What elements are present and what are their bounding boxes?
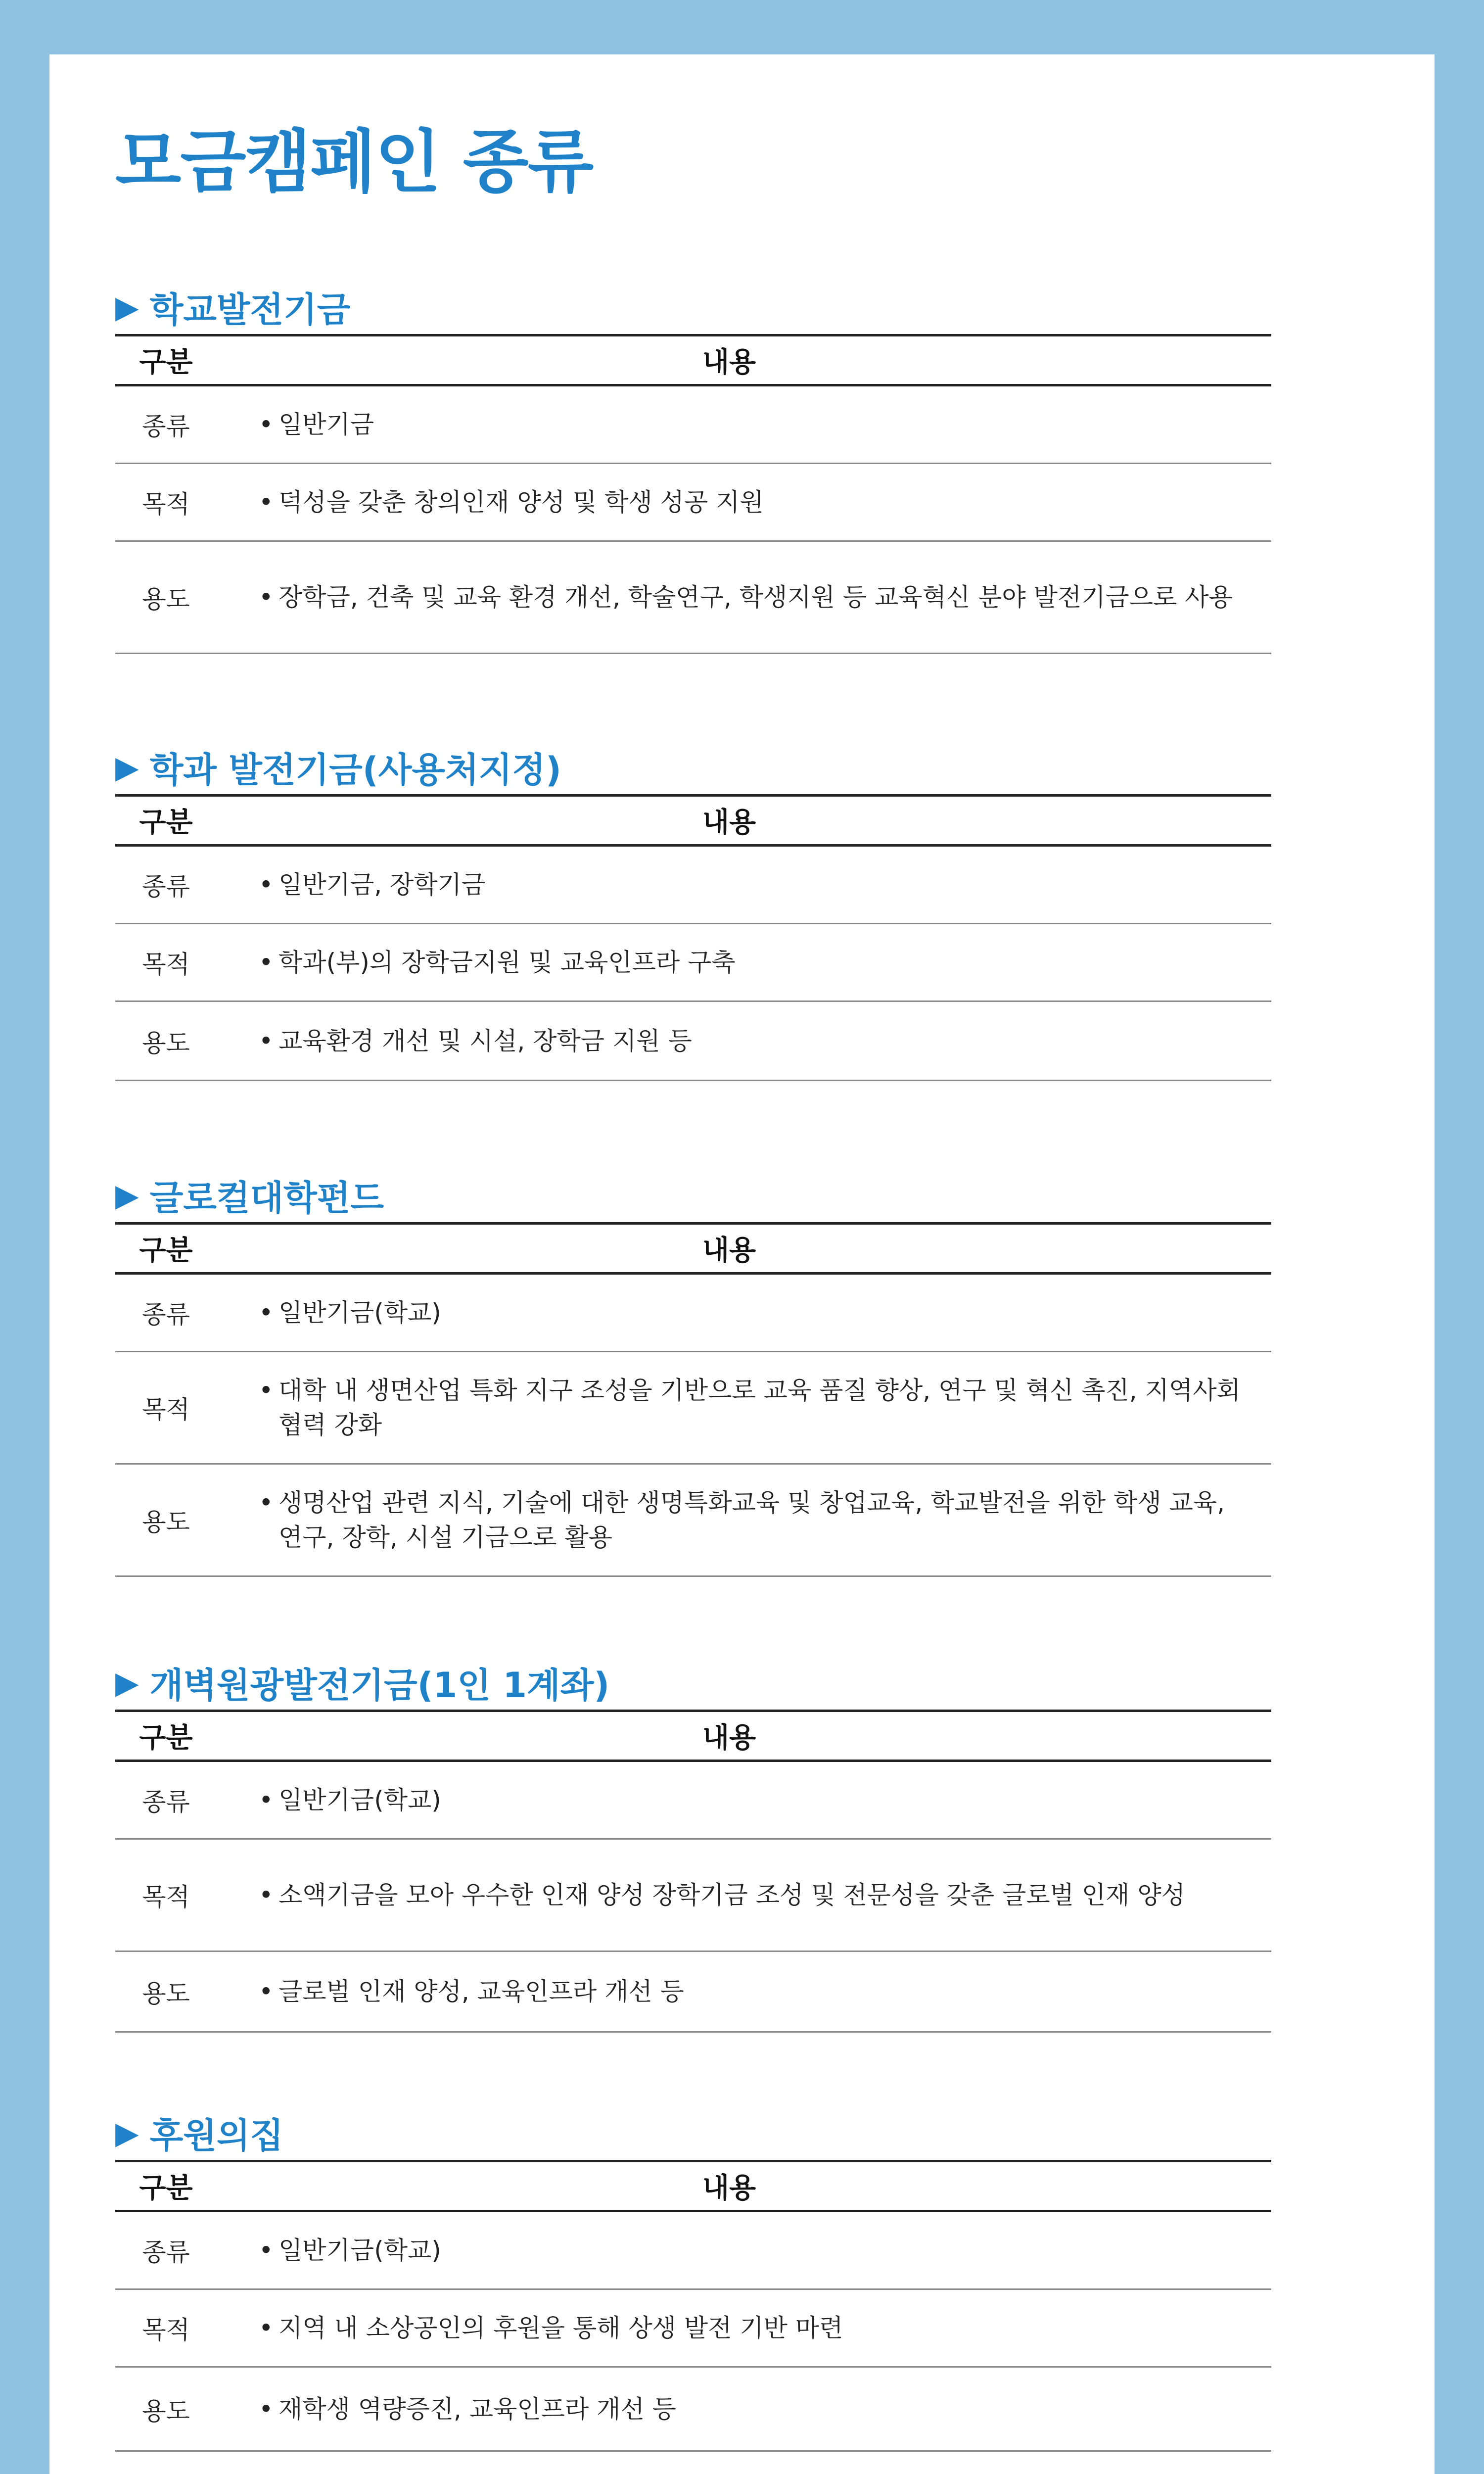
row-label: 종류 bbox=[142, 412, 190, 441]
table-row bbox=[115, 2368, 1271, 2452]
bullet-icon: • bbox=[259, 2394, 274, 2424]
table-header bbox=[115, 1222, 1271, 1275]
header-content: 내용 bbox=[702, 1722, 756, 1754]
row-label: 목적 bbox=[142, 950, 190, 979]
bullet-icon: • bbox=[259, 1786, 274, 1814]
table-header bbox=[115, 2160, 1271, 2212]
row-text: 덕성을 갖춘 창의인재 양성 및 학생 성공 지원 bbox=[278, 488, 764, 517]
section-school-development-fund bbox=[115, 280, 1271, 654]
row-content bbox=[217, 945, 1271, 980]
row-content bbox=[217, 1485, 1271, 1555]
table-header bbox=[115, 794, 1271, 847]
section-title: 학과 발전기금(사용처지정) bbox=[149, 749, 561, 790]
section-sponsor-house bbox=[115, 2105, 1271, 2452]
bullet-icon: • bbox=[259, 1881, 274, 1909]
header-category: 구분 bbox=[139, 1235, 193, 1267]
row-content bbox=[217, 2392, 1271, 2426]
table-row bbox=[115, 1762, 1271, 1840]
row-label: 종류 bbox=[142, 1300, 190, 1329]
section-heading bbox=[115, 1655, 1271, 1710]
section-gaebyeok-wonkwang-fund bbox=[115, 1655, 1271, 2033]
row-content bbox=[217, 407, 1271, 442]
header-content: 내용 bbox=[702, 1235, 756, 1267]
row-content bbox=[217, 1974, 1271, 2009]
row-content bbox=[217, 1024, 1271, 1058]
row-text: 생명산업 관련 지식, 기술에 대한 생명특화교육 및 창업교육, 학교발전을 위한 학생 교육, 연구, 장학, 시설 기금으로 활용 bbox=[278, 1488, 1225, 1552]
table-row bbox=[115, 924, 1271, 1002]
row-text: 지역 내 소상공인의 후원을 통해 상생 발전 기반 마련 bbox=[278, 2314, 843, 2342]
row-text: 일반기금 bbox=[278, 410, 374, 439]
triangle-right-icon: ▶ bbox=[115, 2114, 139, 2151]
row-label: 종류 bbox=[142, 2238, 190, 2267]
section-department-development-fund bbox=[115, 740, 1271, 1081]
table-header bbox=[115, 1710, 1271, 1762]
row-label: 용도 bbox=[142, 585, 190, 614]
row-content bbox=[217, 1783, 1271, 1817]
table-row bbox=[115, 1002, 1271, 1081]
triangle-right-icon: ▶ bbox=[115, 749, 139, 785]
table-row bbox=[115, 1352, 1271, 1465]
row-content bbox=[217, 485, 1271, 520]
table-row bbox=[115, 2290, 1271, 2368]
row-label: 목적 bbox=[142, 490, 190, 519]
row-text: 재학생 역량증진, 교육인프라 개선 등 bbox=[278, 2394, 676, 2424]
row-content bbox=[217, 2311, 1271, 2345]
section-heading bbox=[115, 280, 1271, 334]
header-category: 구분 bbox=[139, 2172, 193, 2204]
bullet-icon: • bbox=[259, 1488, 274, 1517]
row-label: 용도 bbox=[142, 1028, 190, 1057]
row-content bbox=[217, 1295, 1271, 1330]
row-text: 학과(부)의 장학금지원 및 교육인프라 구축 bbox=[278, 948, 736, 977]
section-title: 후원의집 bbox=[149, 2115, 284, 2156]
row-text: 소액기금을 모아 우수한 인재 양성 장학기금 조성 및 전문성을 갖춘 글로벌 인재 양성 bbox=[278, 1881, 1185, 1909]
row-text: 장학금, 건축 및 교육 환경 개선, 학술연구, 학생지원 등 교육혁신 분야 발전기금으로 사용 bbox=[278, 583, 1233, 612]
section-title: 글로컬대학펀드 bbox=[149, 1177, 384, 1218]
bullet-icon: • bbox=[259, 948, 274, 977]
bullet-icon: • bbox=[259, 1298, 274, 1327]
table-row bbox=[115, 1465, 1271, 1577]
header-content: 내용 bbox=[702, 2172, 756, 2204]
row-label: 목적 bbox=[142, 2316, 190, 2344]
bullet-icon: • bbox=[259, 410, 274, 439]
table-row bbox=[115, 1275, 1271, 1352]
section-title: 학교발전기금 bbox=[149, 289, 351, 330]
header-category: 구분 bbox=[139, 1722, 193, 1754]
triangle-right-icon: ▶ bbox=[115, 288, 139, 325]
header-category: 구분 bbox=[139, 807, 193, 839]
row-content bbox=[217, 1373, 1271, 1442]
bullet-icon: • bbox=[259, 870, 274, 899]
section-heading bbox=[115, 2105, 1271, 2160]
bullet-icon: • bbox=[259, 2236, 274, 2265]
table-header bbox=[115, 334, 1271, 386]
row-label: 종류 bbox=[142, 1788, 190, 1816]
row-label: 용도 bbox=[142, 1508, 190, 1536]
table-row bbox=[115, 542, 1271, 654]
table-row bbox=[115, 464, 1271, 542]
header-content: 내용 bbox=[702, 346, 756, 379]
row-text: 일반기금(학교) bbox=[278, 2236, 441, 2265]
row-label: 용도 bbox=[142, 1979, 190, 2008]
bullet-icon: • bbox=[259, 488, 274, 517]
row-content bbox=[217, 867, 1271, 902]
table-row bbox=[115, 1840, 1271, 1952]
triangle-right-icon: ▶ bbox=[115, 1177, 139, 1213]
bullet-icon: • bbox=[259, 583, 274, 612]
row-text: 대학 내 생면산업 특화 지구 조성을 기반으로 교육 품질 향상, 연구 및 혁신 촉진, 지역사회 협력 강화 bbox=[278, 1376, 1241, 1439]
page-title: 모금캠페인 종류 bbox=[115, 122, 593, 202]
section-title: 개벽원광발전기금(1인 1계좌) bbox=[149, 1665, 610, 1706]
row-text: 교육환경 개선 및 시설, 장학금 지원 등 bbox=[278, 1026, 692, 1055]
bullet-icon: • bbox=[259, 1376, 274, 1405]
table-row bbox=[115, 2212, 1271, 2290]
bullet-icon: • bbox=[259, 1026, 274, 1055]
row-content bbox=[217, 580, 1271, 615]
row-content bbox=[217, 1878, 1271, 1912]
table-row bbox=[115, 386, 1271, 464]
table-row bbox=[115, 1952, 1271, 2033]
row-label: 용도 bbox=[142, 2396, 190, 2426]
header-content: 내용 bbox=[702, 807, 756, 839]
triangle-right-icon: ▶ bbox=[115, 1664, 139, 1701]
row-label: 목적 bbox=[142, 1395, 190, 1424]
row-text: 일반기금(학교) bbox=[278, 1298, 441, 1327]
row-label: 종류 bbox=[142, 872, 190, 901]
header-category: 구분 bbox=[139, 346, 193, 379]
bullet-icon: • bbox=[259, 1977, 274, 2006]
section-heading bbox=[115, 740, 1271, 794]
section-glocal-university-fund bbox=[115, 1168, 1271, 1577]
row-label: 목적 bbox=[142, 1883, 190, 1911]
row-text: 일반기금, 장학기금 bbox=[278, 870, 486, 899]
row-content bbox=[217, 2233, 1271, 2268]
bullet-icon: • bbox=[259, 2314, 274, 2342]
row-text: 글로벌 인재 양성, 교육인프라 개선 등 bbox=[278, 1977, 684, 2006]
table-row bbox=[115, 847, 1271, 924]
row-text: 일반기금(학교) bbox=[278, 1786, 441, 1814]
section-heading bbox=[115, 1168, 1271, 1222]
